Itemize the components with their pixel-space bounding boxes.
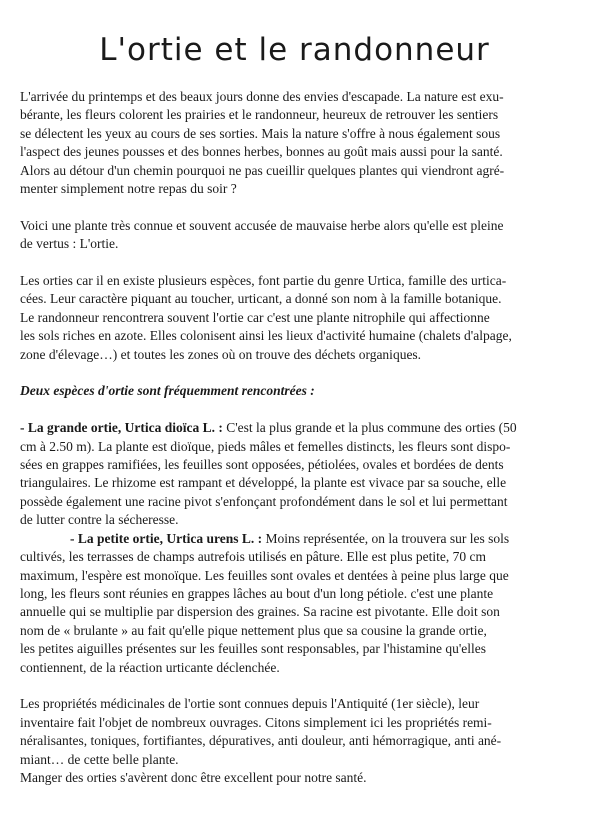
species-label-small-nettle: - La petite ortie, Urtica urens L. : (70, 530, 263, 546)
document-page (20, 30, 569, 787)
text-line: Les orties car il en existe plusieurs espèces, font partie du genre Urtica, famille des urtica- (20, 273, 507, 289)
text-line: cées. Leur caractère piquant au toucher, urticant, a donné son nom à la famille botanique. (20, 291, 502, 307)
text-line: néralisantes, toniques, fortifiantes, dépuratives, anti douleur, anti hémorragique, anti ané- (20, 733, 502, 749)
paragraph-nettle-intro (20, 217, 569, 254)
text-line: long, les fleurs sont réunies en grappes lâches au bout d'un long pétiole. c'est une plante (20, 585, 494, 601)
paragraph-medicinal-properties (20, 695, 569, 787)
paragraph-intro (20, 88, 569, 198)
text-line: de lutter contre la sécheresse. (20, 512, 179, 528)
text-line: Le randonneur rencontrera souvent l'ortie car c'est une plante nitrophile qui affectionne (20, 309, 490, 325)
text-line: nom de « brulante » au fait qu'elle pique nettement plus que sa cousine la grande ortie, (20, 622, 487, 638)
text-line: bérante, les fleurs colorent les prairies et le randonneur, heureux de retrouver les sentiers (20, 107, 499, 123)
text-line: contiennent, de la réaction urticante déclenchée. (20, 659, 280, 675)
text-line: annuelle qui se multiplie par dispersion des graines. Sa racine est pivotante. Elle doit son (20, 604, 500, 620)
text-line: Les propriétés médicinales de l'ortie sont connues depuis l'Antiquité (1er siècle), leur (20, 696, 480, 712)
text-line: inventaire fait l'objet de nombreux ouvrages. Citons simplement ici les propriétés remi- (20, 714, 492, 730)
section-subheading: Deux espèces d'ortie sont fréquemment rencontrées : (20, 383, 315, 399)
paragraph-species-overview (20, 272, 569, 364)
text-line: menter simplement notre repas du soir ? (20, 181, 237, 197)
text-line: Moins représentée, on la trouvera sur les sols (262, 530, 510, 546)
text-line: cm à 2.50 m). La plante est dioïque, pieds mâles et femelles distincts, les fleurs sont dispo- (20, 438, 511, 454)
text-line: possède également une racine pivot s'enfonçant profondément dans le sol et lui permettant (20, 493, 508, 509)
text-line: maximum, l'espère est monoïque. Les feuilles sont ovales et dentées à peine plus large que (20, 567, 509, 583)
text-line: se délectent les yeux au cours de ses sorties. Mais la nature s'offre à nous également sous (20, 125, 501, 141)
text-line: triangulaires. Le rhizome est rampant et développé, la plante est vivace par sa souche, elle (20, 475, 507, 491)
text-line: les sols riches en azote. Elles colonisent ainsi les lieux d'activité humaine (chalets d'alpage, (20, 328, 512, 344)
text-line: l'aspect des jeunes pousses et des bonnes herbes, bonnes au goût mais aussi pour la santé. (20, 144, 503, 160)
article-body (20, 88, 569, 787)
paragraph-great-nettle (20, 419, 569, 529)
text-line: C'est la plus grande et la plus commune des orties (50 (222, 420, 517, 436)
page-title: L'ortie et le randonneur (99, 32, 490, 68)
paragraph-small-nettle (20, 530, 569, 677)
text-line: miant… de cette belle plante. (20, 751, 179, 767)
text-line: les petites aiguilles présentes sur les feuilles sont responsables, par l'histamine qu'elles (20, 641, 487, 657)
text-line: Voici une plante très connue et souvent accusée de mauvaise herbe alors qu'elle est pleine (20, 217, 504, 233)
species-label-great-nettle: - La grande ortie, Urtica dioïca L. : (20, 420, 223, 436)
text-line: cultivés, les terrasses de champs autrefois utilisés en pâture. Elle est plus petite, 70 cm (20, 549, 486, 565)
text-line: zone d'élevage…) et toutes les zones où on trouve des déchets organiques. (20, 346, 422, 362)
text-line: Alors au détour d'un chemin pourquoi ne pas cueillir quelques plantes qui viendront agré- (20, 162, 505, 178)
text-line: L'arrivée du printemps et des beaux jours donne des envies d'escapade. La nature est exu- (20, 89, 504, 104)
text-line: sées en grappes ramifiées, les feuilles sont opposées, pétiolées, ovales et bordées de dents (20, 457, 504, 473)
text-line: Manger des orties s'avèrent donc être excellent pour notre santé. (20, 769, 367, 785)
text-line: de vertus : L'ortie. (20, 236, 119, 252)
